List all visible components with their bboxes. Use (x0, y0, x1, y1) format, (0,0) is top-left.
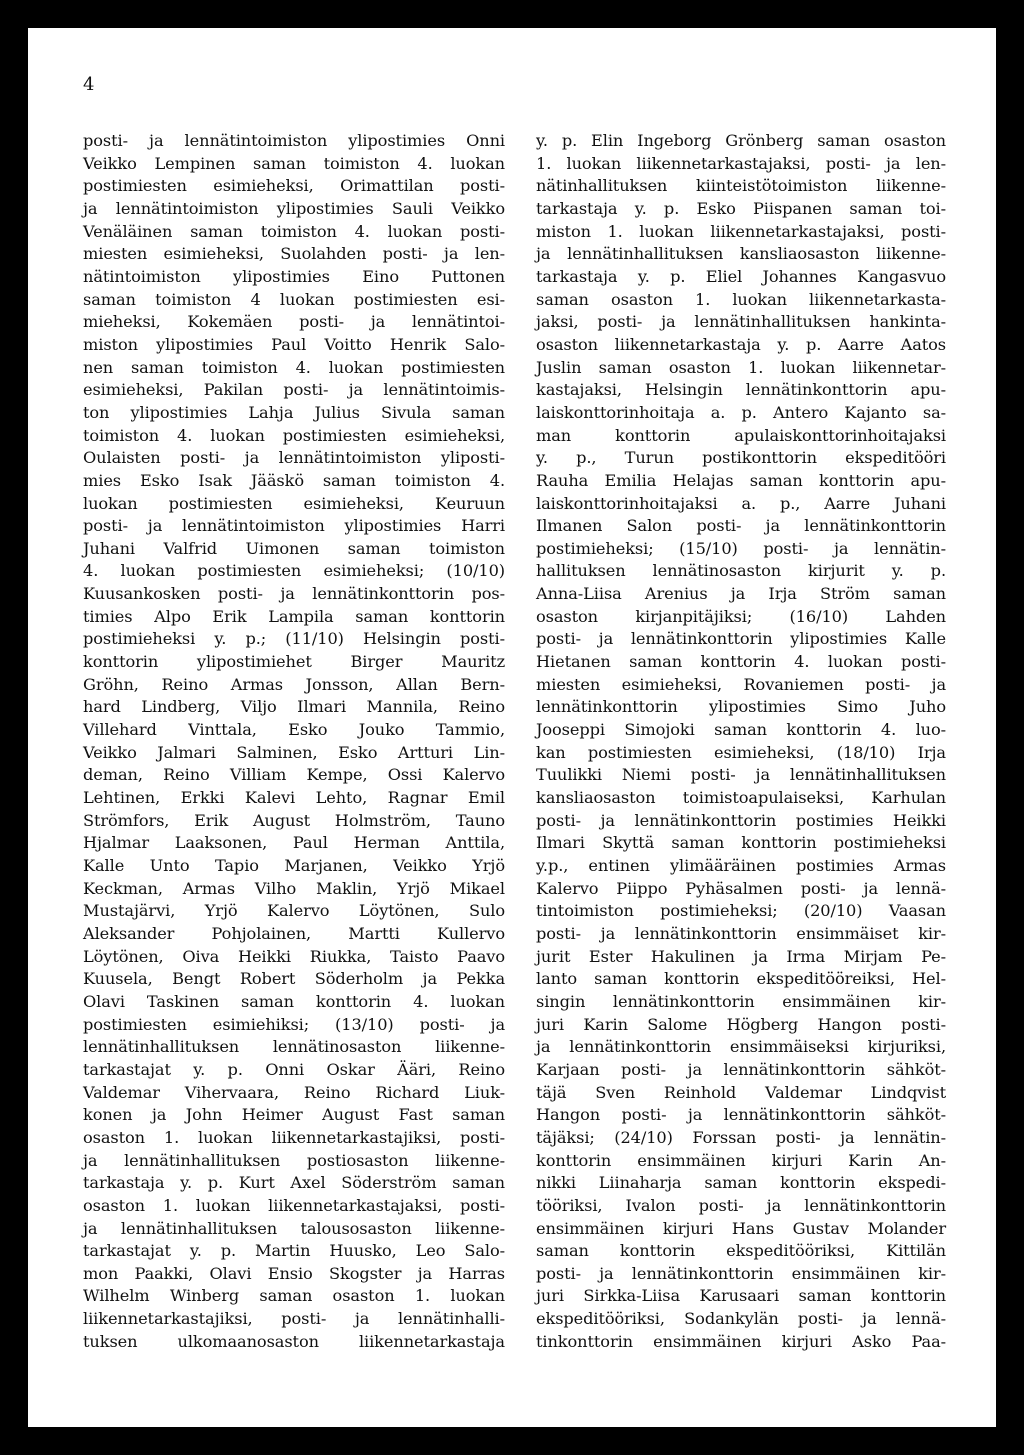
text-line: jurit Ester Hakulinen ja Irma Mirjam Pe- (536, 946, 946, 966)
text-line: miston ylipostimies Paul Voitto Henrik Salo- (83, 334, 505, 354)
text-line: tööriksi, Ivalon posti- ja lennätinkonttorin (536, 1195, 946, 1215)
text-line: posti- ja lennätinkonttorin ensimmäinen kir- (536, 1263, 946, 1283)
text-line: konttorin ensimmäinen kirjuri Karin An- (536, 1150, 946, 1170)
text-line: jaksi, posti- ja lennätinhallituksen hankinta- (536, 312, 946, 332)
document-page (28, 28, 996, 1427)
text-line: timies Alpo Erik Lampila saman konttorin (83, 606, 505, 626)
text-line: osaston liikennetarkastaja y. p. Aarre Aatos (536, 334, 946, 354)
text-line: saman toimiston 4 luokan postimiesten esi- (83, 289, 505, 309)
text-line: postimieheksi; (15/10) posti- ja lennätin- (536, 538, 946, 558)
text-line: postimieheksi y. p.; (11/10) Helsingin posti- (83, 629, 505, 649)
text-line: tarkastaja y. p. Esko Piispanen saman toi- (536, 198, 946, 218)
text-line: mon Paakki, Olavi Ensio Skogster ja Harras (83, 1263, 505, 1283)
text-line: Juslin saman osaston 1. luokan liikennetar- (536, 357, 946, 377)
text-line: postimiesten esimiehiksi; (13/10) posti- ja (83, 1014, 505, 1034)
text-line: täjäksi; (24/10) Forssan posti- ja lennätin- (536, 1127, 946, 1147)
text-line: Wilhelm Winberg saman osaston 1. luokan (83, 1286, 505, 1306)
text-line: osaston 1. luokan liikennetarkastajaksi, posti- (83, 1195, 505, 1215)
text-line: posti- ja lennätinkonttorin ensimmäiset kir- (536, 923, 946, 943)
text-line: Hietanen saman konttorin 4. luokan posti- (536, 652, 946, 672)
text-line: Löytönen, Oiva Heikki Riukka, Taisto Paavo (83, 946, 505, 966)
text-line: Villehard Vinttala, Esko Jouko Tammio, (83, 720, 505, 740)
text-line: kansliaosaston toimistoapulaiseksi, Karhulan (536, 788, 946, 808)
text-line: Kuusela, Bengt Robert Söderholm ja Pekka (83, 969, 505, 989)
text-line: deman, Reino Villiam Kempe, Ossi Kalervo (83, 765, 505, 785)
text-line: ja lennätintoimiston ylipostimies Sauli Veikko (83, 198, 505, 218)
text-line: esimieheksi, Pakilan posti- ja lennätintoimis- (83, 380, 505, 400)
text-line: ja lennätinhallituksen kansliaosaston liikenne- (536, 244, 946, 264)
text-line: Olavi Taskinen saman konttorin 4. luokan (83, 991, 505, 1011)
text-line: konttorin ylipostimiehet Birger Mauritz (83, 652, 505, 672)
text-line: Hjalmar Laaksonen, Paul Herman Anttila, (83, 833, 505, 853)
text-line: lennätinkonttorin ylipostimies Simo Juho (536, 697, 946, 717)
text-line: juri Karin Salome Högberg Hangon posti- (536, 1014, 946, 1034)
text-line: Juhani Valfrid Uimonen saman toimiston (83, 538, 505, 558)
text-line: Rauha Emilia Helajas saman konttorin apu- (536, 470, 946, 490)
text-line: Veikko Lempinen saman toimiston 4. luokan (83, 153, 505, 173)
text-line: tarkastaja y. p. Eliel Johannes Kangasvuo (536, 266, 946, 286)
text-line: 4. luokan postimiesten esimieheksi; (10/10) (83, 561, 505, 581)
text-line: tarkastajat y. p. Onni Oskar Ääri, Reino (83, 1059, 505, 1079)
text-line: ton ylipostimies Lahja Julius Sivula saman (83, 402, 505, 422)
text-line: ja lennätinhallituksen talousosaston liikenne- (83, 1218, 505, 1238)
text-line: miston 1. luokan liikennetarkastajaksi, posti- (536, 221, 946, 241)
text-line: laiskonttorinhoitajaksi a. p., Aarre Juhani (536, 493, 946, 513)
text-line: Veikko Jalmari Salminen, Esko Artturi Lin- (83, 742, 505, 762)
text-line: juri Sirkka-Liisa Karusaari saman konttorin (536, 1286, 946, 1306)
text-line: Aleksander Pohjolainen, Martti Kullervo (83, 923, 505, 943)
text-line: tarkastajat y. p. Martin Huusko, Leo Salo- (83, 1241, 505, 1261)
text-line: y. p. Elin Ingeborg Grönberg saman osaston (536, 131, 946, 150)
text-line: tinkonttorin ensimmäinen kirjuri Asko Paa- (536, 1331, 946, 1351)
text-line: Anna-Liisa Arenius ja Irja Ström saman (536, 584, 946, 604)
text-line: posti- ja lennätinkonttorin ylipostimies Kalle (536, 629, 946, 649)
text-line: ensimmäinen kirjuri Hans Gustav Molander (536, 1218, 946, 1238)
text-line: Oulaisten posti- ja lennätintoimiston yliposti- (83, 448, 505, 468)
text-line: kastajaksi, Helsingin lennätinkonttorin apu- (536, 380, 946, 400)
text-line: nen saman toimiston 4. luokan postimiesten (83, 357, 505, 377)
text-line: lanto saman konttorin ekspeditööreiksi, Hel- (536, 969, 946, 989)
text-line: konen ja John Heimer August Fast saman (83, 1105, 505, 1125)
text-line: Ilmanen Salon posti- ja lennätinkonttorin (536, 516, 946, 536)
text-line: Jooseppi Simojoki saman konttorin 4. luo- (536, 720, 946, 740)
text-line: Kalle Unto Tapio Marjanen, Veikko Yrjö (83, 856, 505, 875)
text-line: Ilmari Skyttä saman konttorin postimieheksi (536, 833, 946, 853)
text-line: posti- ja lennätintoimiston ylipostimies Harri (83, 516, 505, 536)
text-line: toimiston 4. luokan postimiesten esimieheksi, (83, 425, 505, 445)
text-line: hallituksen lennätinosaston kirjurit y. p. (536, 561, 946, 581)
text-line: saman osaston 1. luokan liikennetarkasta- (536, 289, 946, 309)
text-line: Kuusankosken posti- ja lennätinkonttorin pos- (83, 584, 505, 604)
text-line: tarkastaja y. p. Kurt Axel Söderström saman (83, 1173, 505, 1193)
text-line: osaston kirjanpitäjiksi; (16/10) Lahden (536, 606, 946, 626)
text-line: nätinhallituksen kiinteistötoimiston liikenne- (536, 176, 946, 196)
text-line: 1. luokan liikennetarkastajaksi, posti- ja len- (536, 153, 946, 173)
text-line: mies Esko Isak Jääskö saman toimiston 4. (83, 470, 505, 490)
text-line: Karjaan posti- ja lennätinkonttorin sähköt- (536, 1059, 946, 1079)
text-line: saman konttorin ekspeditööriksi, Kittilän (536, 1241, 946, 1261)
text-line: y. p., Turun postikonttorin ekspeditööri (536, 448, 946, 468)
text-line: ja lennätinhallituksen postiosaston liikenne- (83, 1150, 505, 1170)
text-line: nätintoimiston ylipostimies Eino Puttonen (83, 266, 505, 286)
text-line: postimiesten esimieheksi, Orimattilan posti- (83, 176, 505, 196)
text-line: Hangon posti- ja lennätinkonttorin sähköt- (536, 1105, 946, 1125)
text-line: tuksen ulkomaanosaston liikennetarkastaja (83, 1331, 505, 1351)
text-line: posti- ja lennätinkonttorin postimies Heikki (536, 810, 946, 830)
text-line: kan postimiesten esimieheksi, (18/10) Irja (536, 742, 946, 762)
page-number: 4 (83, 74, 95, 95)
text-line: y.p., entinen ylimääräinen postimies Armas (536, 856, 946, 875)
text-line: man konttorin apulaiskonttorinhoitajaksi (536, 425, 946, 445)
text-line: Tuulikki Niemi posti- ja lennätinhallituksen (536, 765, 946, 785)
text-line: singin lennätinkonttorin ensimmäinen kir- (536, 991, 946, 1011)
text-line: tintoimiston postimieheksi; (20/10) Vaasan (536, 901, 946, 921)
text-line: posti- ja lennätintoimiston ylipostimies Onni (83, 131, 505, 150)
text-line: liikennetarkastajiksi, posti- ja lennätinhalli- (83, 1309, 505, 1329)
right-column (536, 130, 946, 1353)
text-line: luokan postimiesten esimieheksi, Keuruun (83, 493, 505, 513)
text-line: miesten esimieheksi, Suolahden posti- ja len- (83, 244, 505, 264)
text-line: Keckman, Armas Vilho Maklin, Yrjö Mikael (83, 878, 505, 898)
text-line: Valdemar Vihervaara, Reino Richard Liuk- (83, 1082, 505, 1102)
text-line: Kalervo Piippo Pyhäsalmen posti- ja lennä- (536, 878, 946, 898)
text-line: Venäläinen saman toimiston 4. luokan posti- (83, 221, 505, 241)
text-line: laiskonttorinhoitaja a. p. Antero Kajanto sa- (536, 402, 946, 422)
text-line: mieheksi, Kokemäen posti- ja lennätintoi- (83, 312, 505, 332)
text-line: miesten esimieheksi, Rovaniemen posti- ja (536, 674, 946, 694)
text-line: Mustajärvi, Yrjö Kalervo Löytönen, Sulo (83, 901, 505, 921)
text-line: täjä Sven Reinhold Valdemar Lindqvist (536, 1082, 946, 1102)
text-line: ja lennätinkonttorin ensimmäiseksi kirjuriksi, (536, 1037, 946, 1057)
left-column (83, 130, 505, 1353)
text-line: lennätinhallituksen lennätinosaston liikenne- (83, 1037, 505, 1057)
text-line: ekspeditööriksi, Sodankylän posti- ja lennä- (536, 1309, 946, 1329)
text-line: nikki Liinaharja saman konttorin ekspedi- (536, 1173, 946, 1193)
text-line: Gröhn, Reino Armas Jonsson, Allan Bern- (83, 674, 505, 694)
text-line: Lehtinen, Erkki Kalevi Lehto, Ragnar Emil (83, 788, 505, 808)
text-line: Strömfors, Erik August Holmström, Tauno (83, 810, 505, 830)
text-line: hard Lindberg, Viljo Ilmari Mannila, Reino (83, 697, 505, 717)
text-line: osaston 1. luokan liikennetarkastajiksi, posti- (83, 1127, 505, 1147)
